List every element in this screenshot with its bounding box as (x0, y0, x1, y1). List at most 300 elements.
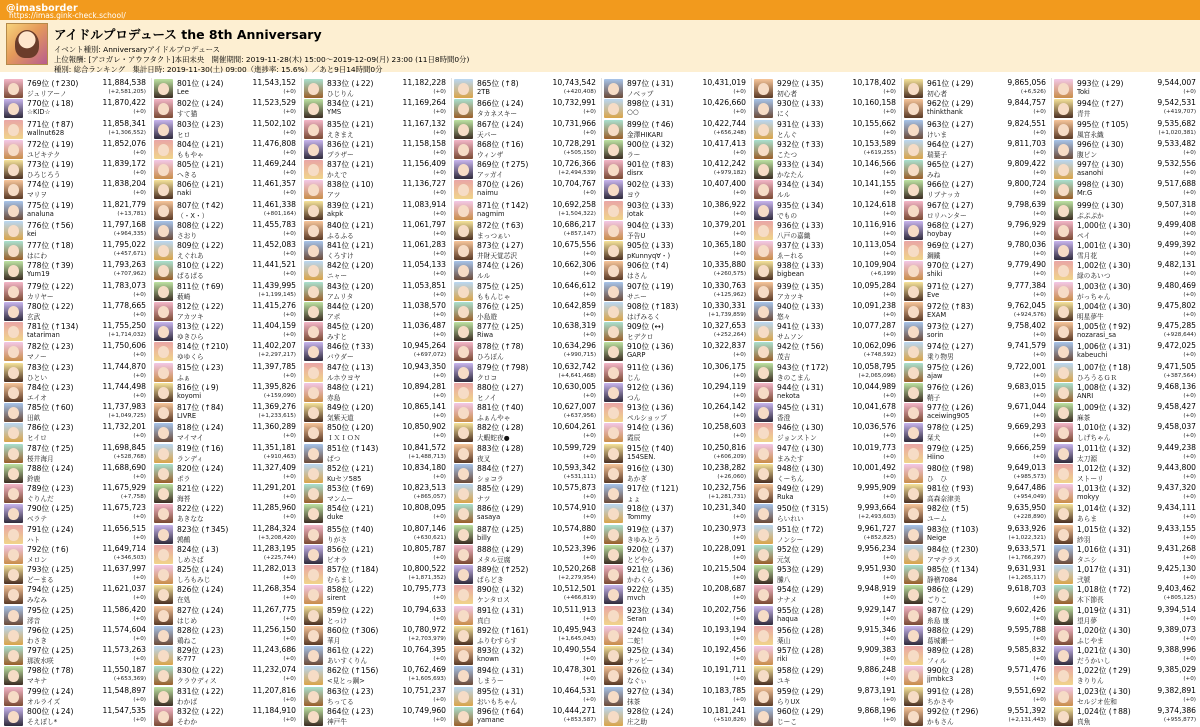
ranking-entry[interactable] (4, 321, 148, 342)
ranking-entry[interactable] (454, 260, 598, 281)
ranking-entry[interactable] (604, 78, 748, 99)
ranking-entry[interactable] (1054, 281, 1198, 302)
ranking-entry[interactable] (154, 584, 298, 605)
ranking-entry[interactable] (4, 625, 148, 646)
ranking-entry[interactable] (604, 605, 748, 626)
ranking-entry[interactable] (1054, 524, 1198, 545)
ranking-entry[interactable] (754, 301, 898, 322)
ranking-entry[interactable] (754, 159, 898, 180)
ranking-entry[interactable] (4, 260, 148, 281)
ranking-entry[interactable] (754, 260, 898, 281)
ranking-entry[interactable] (154, 645, 298, 666)
ranking-entry[interactable] (304, 686, 448, 707)
ranking-entry[interactable] (754, 645, 898, 666)
ranking-entry[interactable] (1054, 605, 1198, 626)
ranking-entry[interactable] (154, 301, 298, 322)
ranking-entry[interactable] (304, 605, 448, 626)
ranking-entry[interactable] (604, 402, 748, 423)
ranking-entry[interactable] (304, 625, 448, 646)
ranking-entry[interactable] (1054, 544, 1198, 565)
ranking-entry[interactable] (904, 281, 1048, 302)
ranking-entry[interactable] (4, 584, 148, 605)
ranking-entry[interactable] (4, 422, 148, 443)
ranking-entry[interactable] (604, 443, 748, 464)
producer-name: Lee (177, 88, 189, 96)
ranking-entry[interactable] (604, 98, 748, 119)
ranking-entry[interactable] (304, 422, 448, 443)
ranking-entry[interactable] (1054, 119, 1198, 140)
ranking-entry[interactable] (904, 179, 1048, 200)
ranking-entry[interactable] (904, 362, 1048, 383)
ranking-entry[interactable] (304, 260, 448, 281)
ranking-entry[interactable] (754, 706, 898, 727)
ranking-entry[interactable] (454, 179, 598, 200)
ranking-entry[interactable] (454, 220, 598, 241)
ranking-entry[interactable] (304, 240, 448, 261)
ranking-entry[interactable] (904, 564, 1048, 585)
ranking-entry[interactable] (454, 524, 598, 545)
ranking-entry[interactable] (1054, 341, 1198, 362)
ranking-entry[interactable] (604, 584, 748, 605)
ranking-entry[interactable] (754, 240, 898, 261)
ranking-entry[interactable] (904, 686, 1048, 707)
ranking-entry[interactable] (454, 564, 598, 585)
ranking-entry[interactable] (904, 584, 1048, 605)
ranking-entry[interactable] (754, 625, 898, 646)
ranking-entry[interactable] (304, 645, 448, 666)
score-delta: (+0) (733, 210, 746, 217)
ranking-entry[interactable] (604, 362, 748, 383)
score-points: 9,995,909 (857, 483, 896, 492)
ranking-entry[interactable] (454, 341, 598, 362)
idol-avatar-icon (904, 120, 923, 139)
ranking-entry[interactable] (304, 220, 448, 241)
ranking-entry[interactable] (454, 382, 598, 403)
rank-with-change: 834位 (↓21) (327, 99, 374, 109)
ranking-entry[interactable] (4, 544, 148, 565)
ranking-entry[interactable] (4, 665, 148, 686)
ranking-entry[interactable] (304, 200, 448, 221)
score-points: 10,943,350 (402, 361, 446, 371)
ranking-entry[interactable] (304, 665, 448, 686)
ranking-entry[interactable] (154, 605, 298, 626)
ranking-entry[interactable] (154, 686, 298, 707)
ranking-entry[interactable] (904, 159, 1048, 180)
ranking-entry[interactable] (754, 564, 898, 585)
ranking-entry[interactable] (1054, 706, 1198, 727)
ranking-entry[interactable] (1054, 625, 1198, 646)
ranking-entry[interactable] (904, 220, 1048, 241)
ranking-entry[interactable] (1054, 220, 1198, 241)
ranking-entry[interactable] (154, 362, 298, 383)
ranking-entry[interactable] (754, 463, 898, 484)
ranking-entry[interactable] (904, 321, 1048, 342)
score-delta: (+1,049,725) (108, 413, 146, 419)
ranking-entry[interactable] (4, 362, 148, 383)
ranking-entry[interactable] (454, 362, 598, 383)
ranking-entry[interactable] (4, 706, 148, 727)
ranking-entry[interactable] (304, 706, 448, 727)
producer-name: さおり (177, 231, 198, 240)
ranking-entry[interactable] (454, 98, 598, 119)
ranking-entry[interactable] (1054, 240, 1198, 261)
ranking-entry[interactable] (904, 463, 1048, 484)
ranking-entry[interactable] (1054, 402, 1198, 423)
ranking-entry[interactable] (454, 706, 598, 727)
ranking-entry[interactable] (754, 78, 898, 99)
ranking-entry[interactable] (754, 443, 898, 464)
producer-name: ○○ (627, 108, 639, 117)
ranking-entry[interactable] (304, 382, 448, 403)
score-points: 11,550,187 (102, 665, 146, 675)
ranking-entry[interactable] (304, 301, 448, 322)
ranking-entry[interactable] (604, 119, 748, 140)
ranking-entry[interactable] (4, 159, 148, 180)
idol-avatar-icon (304, 666, 323, 685)
ranking-entry[interactable] (1054, 260, 1198, 281)
ranking-entry[interactable] (604, 463, 748, 484)
ranking-entry[interactable] (454, 645, 598, 666)
ranking-entry[interactable] (454, 78, 598, 99)
ranking-entry[interactable] (904, 402, 1048, 423)
ranking-entry[interactable] (904, 706, 1048, 727)
ranking-entry[interactable] (154, 119, 298, 140)
ranking-entry[interactable] (4, 605, 148, 626)
ranking-entry[interactable] (154, 544, 298, 565)
ranking-entry[interactable] (154, 159, 298, 180)
score-delta: (+0) (1183, 392, 1196, 399)
ranking-entry[interactable] (754, 281, 898, 302)
ranking-entry[interactable] (454, 159, 598, 180)
ranking-entry[interactable] (304, 119, 448, 140)
ranking-entry[interactable] (604, 382, 748, 403)
producer-name: 大蝦蛇夜● (477, 434, 510, 443)
ranking-entry[interactable] (904, 260, 1048, 281)
ranking-entry[interactable] (604, 665, 748, 686)
ranking-entry[interactable] (604, 544, 748, 565)
ranking-entry[interactable] (304, 503, 448, 524)
ranking-entry[interactable] (154, 422, 298, 443)
ranking-entry[interactable] (1054, 463, 1198, 484)
score-delta: (+0) (1183, 311, 1196, 318)
ranking-entry[interactable] (604, 503, 748, 524)
ranking-entry[interactable] (1054, 362, 1198, 383)
idol-avatar-icon (4, 444, 23, 463)
idol-avatar-icon (454, 565, 473, 584)
ranking-entry[interactable] (904, 119, 1048, 140)
ranking-entry[interactable] (4, 686, 148, 707)
idol-avatar-icon (1054, 545, 1073, 564)
ranking-entry[interactable] (1054, 321, 1198, 342)
producer-name: ちってる (327, 697, 354, 706)
producer-name: 糸島 康 (927, 616, 950, 625)
ranking-entry[interactable] (754, 665, 898, 686)
ranking-entry[interactable] (154, 281, 298, 302)
ranking-entry[interactable] (154, 503, 298, 524)
ranking-entry[interactable] (904, 240, 1048, 261)
ranking-entry[interactable] (1054, 159, 1198, 180)
ranking-entry[interactable] (754, 402, 898, 423)
ranking-entry[interactable] (904, 78, 1048, 99)
ranking-entry[interactable] (154, 321, 298, 342)
ranking-entry[interactable] (154, 443, 298, 464)
ranking-entry[interactable] (454, 503, 598, 524)
ranking-entry[interactable] (154, 463, 298, 484)
ranking-entry[interactable] (154, 483, 298, 504)
ranking-entry[interactable] (4, 200, 148, 221)
ranking-entry[interactable] (754, 341, 898, 362)
idol-avatar-icon (154, 525, 173, 544)
ranking-entry[interactable] (304, 341, 448, 362)
ranking-entry[interactable] (304, 281, 448, 302)
producer-name: ぷぷぷか (1077, 211, 1104, 220)
ranking-entry[interactable] (754, 544, 898, 565)
ranking-entry[interactable] (304, 321, 448, 342)
ranking-entry[interactable] (604, 341, 748, 362)
ranking-entry[interactable] (454, 200, 598, 221)
ranking-entry[interactable] (1054, 483, 1198, 504)
idol-avatar-icon (604, 342, 623, 361)
ranking-entry[interactable] (304, 463, 448, 484)
ranking-entry[interactable] (754, 362, 898, 383)
ranking-entry[interactable] (454, 625, 598, 646)
ranking-entry[interactable] (304, 564, 448, 585)
ranking-entry[interactable] (904, 200, 1048, 221)
ranking-entry[interactable] (604, 139, 748, 160)
ranking-entry[interactable] (604, 240, 748, 261)
ranking-entry[interactable] (454, 301, 598, 322)
ranking-entry[interactable] (1054, 443, 1198, 464)
ranking-entry[interactable] (1054, 564, 1198, 585)
ranking-entry[interactable] (304, 524, 448, 545)
score-delta: (+419,707) (1163, 109, 1196, 116)
producer-name: 玄武 (27, 312, 41, 321)
ranking-entry[interactable] (904, 443, 1048, 464)
ranking-entry[interactable] (154, 179, 298, 200)
ranking-entry[interactable] (604, 483, 748, 504)
ranking-entry[interactable] (604, 321, 748, 342)
ranking-entry[interactable] (754, 220, 898, 241)
ranking-entry[interactable] (604, 524, 748, 545)
ranking-entry[interactable] (154, 240, 298, 261)
ranking-entry[interactable] (154, 98, 298, 119)
ranking-entry[interactable] (754, 200, 898, 221)
ranking-entry[interactable] (454, 240, 598, 261)
ranking-entry[interactable] (904, 544, 1048, 565)
producer-name: へきる (177, 171, 198, 179)
ranking-entry[interactable] (304, 544, 448, 565)
producer-name: マリヲ (27, 191, 48, 200)
ranking-entry[interactable] (454, 483, 598, 504)
ranking-entry[interactable] (904, 341, 1048, 362)
ranking-entry[interactable] (4, 98, 148, 119)
ranking-entry[interactable] (4, 443, 148, 464)
ranking-entry[interactable] (304, 98, 448, 119)
ranking-entry[interactable] (4, 220, 148, 241)
ranking-entry[interactable] (904, 483, 1048, 504)
score-points: 11,452,083 (252, 240, 296, 249)
ranking-entry[interactable] (1054, 78, 1198, 99)
ranking-entry[interactable] (604, 179, 748, 200)
ranking-entry[interactable] (154, 260, 298, 281)
ranking-entry[interactable] (4, 139, 148, 160)
ranking-entry[interactable] (754, 686, 898, 707)
ranking-entry[interactable] (454, 463, 598, 484)
producer-name: すて猫 (177, 110, 198, 119)
ranking-entry[interactable] (454, 139, 598, 160)
ranking-entry[interactable] (1054, 179, 1198, 200)
ranking-entry[interactable] (1054, 301, 1198, 322)
ranking-entry[interactable] (1054, 422, 1198, 443)
ranking-entry[interactable] (1054, 139, 1198, 160)
ranking-entry[interactable] (454, 605, 598, 626)
ranking-entry[interactable] (154, 78, 298, 99)
ranking-entry[interactable] (1054, 665, 1198, 686)
ranking-entry[interactable] (604, 220, 748, 241)
ranking-entry[interactable] (454, 321, 598, 342)
ranking-entry[interactable] (4, 645, 148, 666)
ranking-entry[interactable] (154, 625, 298, 646)
ranking-entry[interactable] (4, 240, 148, 261)
score-delta: (+0) (283, 514, 296, 521)
ranking-entry[interactable] (4, 524, 148, 545)
ranking-entry[interactable] (1054, 645, 1198, 666)
ranking-entry[interactable] (754, 503, 898, 524)
idol-avatar-icon (904, 241, 923, 260)
ranking-entry[interactable] (4, 179, 148, 200)
ranking-entry[interactable] (154, 564, 298, 585)
ranking-entry[interactable] (454, 443, 598, 464)
ranking-entry[interactable] (904, 625, 1048, 646)
ranking-entry[interactable] (304, 402, 448, 423)
ranking-entry[interactable] (454, 544, 598, 565)
ranking-entry[interactable] (1054, 503, 1198, 524)
ranking-entry[interactable] (754, 119, 898, 140)
ranking-entry[interactable] (604, 645, 748, 666)
ranking-entry[interactable] (904, 524, 1048, 545)
ranking-entry[interactable] (4, 78, 148, 99)
ranking-entry[interactable] (454, 402, 598, 423)
ranking-entry[interactable] (454, 665, 598, 686)
ranking-entry[interactable] (154, 200, 298, 221)
ranking-entry[interactable] (754, 98, 898, 119)
idol-avatar-icon (4, 221, 23, 240)
ranking-entry[interactable] (754, 605, 898, 626)
ranking-entry[interactable] (904, 422, 1048, 443)
ranking-entry[interactable] (604, 301, 748, 322)
ranking-entry[interactable] (154, 665, 298, 686)
ranking-entry[interactable] (754, 483, 898, 504)
ranking-entry[interactable] (1054, 584, 1198, 605)
score-delta: (+0) (1033, 635, 1046, 642)
ranking-entry[interactable] (1054, 686, 1198, 707)
ranking-entry[interactable] (4, 402, 148, 423)
ranking-entry[interactable] (304, 362, 448, 383)
score-points: 9,886,248 (857, 665, 896, 675)
ranking-entry[interactable] (904, 301, 1048, 322)
ranking-entry[interactable] (604, 564, 748, 585)
ranking-entry[interactable] (604, 422, 748, 443)
ranking-entry[interactable] (904, 665, 1048, 686)
ranking-entry[interactable] (604, 200, 748, 221)
ranking-entry[interactable] (754, 321, 898, 342)
ranking-entry[interactable] (754, 179, 898, 200)
ranking-entry[interactable] (154, 706, 298, 727)
ranking-entry[interactable] (4, 301, 148, 322)
ranking-entry[interactable] (604, 706, 748, 727)
ranking-entry[interactable] (154, 524, 298, 545)
ranking-entry[interactable] (154, 220, 298, 241)
ranking-entry[interactable] (154, 402, 298, 423)
ranking-entry[interactable] (4, 341, 148, 362)
ranking-entry[interactable] (304, 483, 448, 504)
ranking-entry[interactable] (304, 179, 448, 200)
ranking-entry[interactable] (754, 524, 898, 545)
idol-avatar-icon (1054, 120, 1073, 139)
ranking-entry[interactable] (304, 443, 448, 464)
ranking-entry[interactable] (4, 483, 148, 504)
score-points: 11,415,276 (252, 300, 296, 310)
ranking-entry[interactable] (304, 159, 448, 180)
ranking-entry[interactable] (4, 463, 148, 484)
ranking-entry[interactable] (604, 159, 748, 180)
ranking-entry[interactable] (904, 503, 1048, 524)
ranking-entry[interactable] (4, 564, 148, 585)
ranking-entry[interactable] (454, 422, 598, 443)
ranking-entry[interactable] (754, 139, 898, 160)
ranking-entry[interactable] (904, 98, 1048, 119)
ranking-entry[interactable] (454, 281, 598, 302)
rank-with-change: 774位 (↓19) (27, 180, 74, 190)
ranking-entry[interactable] (754, 422, 898, 443)
ranking-entry[interactable] (904, 139, 1048, 160)
ranking-entry[interactable] (154, 139, 298, 160)
ranking-entry[interactable] (904, 645, 1048, 666)
ranking-entry[interactable] (604, 625, 748, 646)
ranking-entry[interactable] (1054, 200, 1198, 221)
ranking-entry[interactable] (304, 78, 448, 99)
ranking-entry[interactable] (304, 139, 448, 160)
score-delta: (+0) (1033, 676, 1046, 683)
idol-avatar-icon (754, 403, 773, 422)
ranking-entry[interactable] (454, 119, 598, 140)
ranking-entry[interactable] (904, 605, 1048, 626)
ranking-entry[interactable] (1054, 98, 1198, 119)
idol-avatar-icon (4, 160, 23, 179)
ranking-entry[interactable] (754, 382, 898, 403)
ranking-entry[interactable] (604, 281, 748, 302)
ranking-entry[interactable] (904, 382, 1048, 403)
ranking-entry[interactable] (4, 382, 148, 403)
score-delta: (+697,072) (413, 352, 446, 359)
ranking-entry[interactable] (154, 341, 298, 362)
ranking-entry[interactable] (754, 584, 898, 605)
ranking-entry[interactable] (454, 686, 598, 707)
ranking-entry[interactable] (4, 281, 148, 302)
score-points: 9,403,462 (1157, 584, 1196, 594)
ranking-entry[interactable] (1054, 382, 1198, 403)
ranking-entry[interactable] (604, 260, 748, 281)
score-delta: (+26,060) (717, 473, 746, 480)
ranking-entry[interactable] (154, 382, 298, 403)
idol-avatar-icon (454, 444, 473, 463)
ranking-entry[interactable] (454, 584, 598, 605)
ranking-entry[interactable] (4, 503, 148, 524)
ranking-entry[interactable] (604, 686, 748, 707)
ranking-entry[interactable] (4, 119, 148, 140)
ranking-entry[interactable] (304, 584, 448, 605)
idol-avatar-icon (154, 322, 173, 341)
